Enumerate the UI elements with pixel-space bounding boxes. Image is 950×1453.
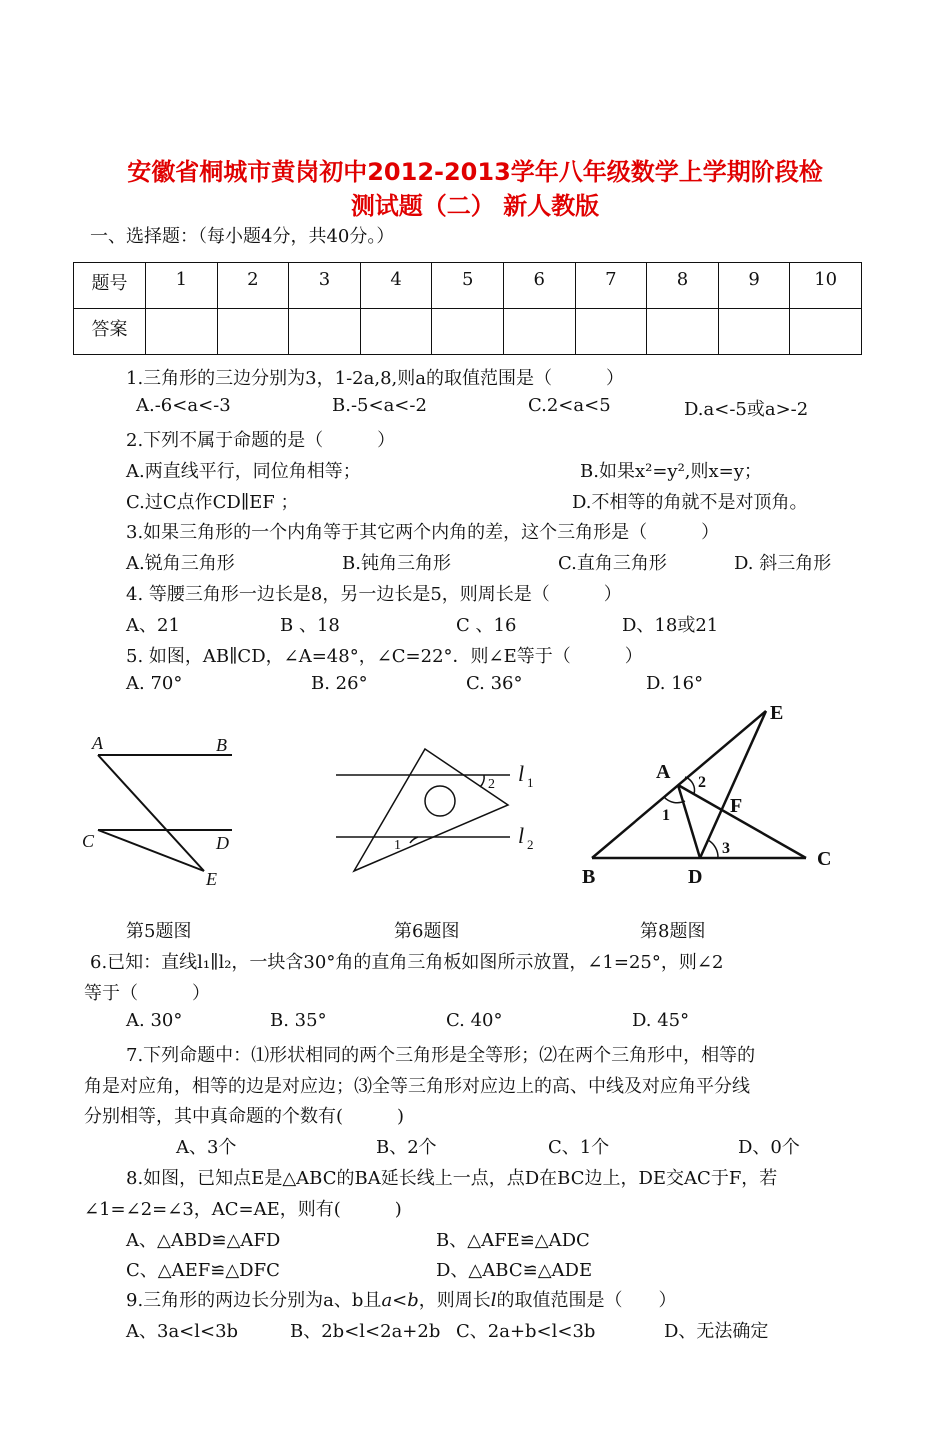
q3-stem: 3.如果三角形的一个内角等于其它两个内角的差，这个三角形是（ ） xyxy=(126,522,720,543)
q6-option-a: A. 30° xyxy=(126,1010,183,1031)
answer-cell[interactable] xyxy=(647,309,719,355)
answer-cell[interactable] xyxy=(790,309,862,355)
q2-option-a: A.两直线平行，同位角相等； xyxy=(126,461,361,482)
q9-stem xyxy=(126,1286,677,1312)
q2-stem: 2.下列不属于命题的是（ ） xyxy=(126,430,396,451)
fig8-label-a: A xyxy=(656,761,671,783)
fig6-angle-2: 2 xyxy=(488,777,495,792)
question-number: 2 xyxy=(217,263,289,309)
q7-option-d: D、0个 xyxy=(738,1137,800,1158)
q6-option-b: B. 35° xyxy=(270,1010,327,1031)
fig5-label-b: B xyxy=(216,735,227,755)
q9-stem-math: a<b xyxy=(381,1290,419,1311)
q1-option-a: A.-6<a<-3 xyxy=(136,395,231,416)
q5-stem: 5. 如图，AB∥CD，∠A=48°，∠C=22°．则∠E等于（ ） xyxy=(126,646,643,667)
answer-cell[interactable] xyxy=(718,309,790,355)
q1-stem: 1.三角形的三边分别为3，1-2a,8,则a的取值范围是（ ） xyxy=(126,368,624,389)
figure-8 xyxy=(570,695,845,895)
question-number: 5 xyxy=(432,263,504,309)
fig5-label-d: D xyxy=(216,833,229,853)
q2-option-b: B.如果x²=y²,则x=y； xyxy=(580,461,762,482)
fig8-label-b: B xyxy=(582,866,596,888)
line-ce xyxy=(98,830,204,871)
q4-option-d: D、18或21 xyxy=(622,615,719,636)
q5-option-c: C. 36° xyxy=(466,673,523,694)
table-row xyxy=(74,263,862,309)
q1-option-b: B.-5<a<-2 xyxy=(332,395,427,416)
fig8-label-d: D xyxy=(688,866,703,888)
q7-line2: 角是对应角，相等的边是对应边；⑶全等三角形对应边上的高、中线及对应角平分线 xyxy=(84,1076,750,1097)
caption-fig8: 第8题图 xyxy=(640,921,706,942)
q9-option-c: C、2a+b<l<3b xyxy=(456,1321,596,1342)
line-de xyxy=(700,711,766,858)
q4-option-a: A、21 xyxy=(126,615,180,636)
q8-option-a: A、△ABD≌△AFD xyxy=(126,1230,281,1251)
q3-option-b: B.钝角三角形 xyxy=(342,553,451,574)
q7-option-c: C、1个 xyxy=(548,1137,610,1158)
q9-stem-part: 9.三角形的两边长分别为a、b且 xyxy=(126,1290,382,1311)
fig8-label-f: F xyxy=(730,795,743,817)
fig8-angle-1: 1 xyxy=(662,807,670,824)
figure-5 xyxy=(70,725,250,895)
angle1-arc xyxy=(410,837,418,843)
q9-option-a: A、3a<l<3b xyxy=(126,1321,239,1342)
answer-cell[interactable] xyxy=(360,309,432,355)
row-header: 题号 xyxy=(74,263,146,309)
question-number: 1 xyxy=(146,263,218,309)
q1-option-d: D.a<-5或a>-2 xyxy=(684,399,809,420)
q3-option-d: D. 斜三角形 xyxy=(734,553,832,574)
angle2-arc xyxy=(480,775,484,787)
fig8-label-e: E xyxy=(770,702,784,724)
q7-line3: 分别相等，其中真命题的个数有( ) xyxy=(84,1106,405,1127)
angle3-arc xyxy=(708,840,718,858)
fig5-label-e: E xyxy=(206,869,217,889)
q5-option-b: B. 26° xyxy=(311,673,368,694)
q9-stem-math: l xyxy=(490,1290,497,1311)
fig8-label-c: C xyxy=(817,848,832,870)
q8-line1: 8.如图，已知点E是△ABC的BA延长线上一点，点D在BC边上，DE交AC于F，若 xyxy=(126,1168,778,1189)
answer-cell[interactable] xyxy=(217,309,289,355)
q5-option-d: D. 16° xyxy=(646,673,704,694)
fig8-angle-3: 3 xyxy=(722,840,730,857)
figure-6 xyxy=(330,745,550,875)
q7-line1: 7.下列命题中：⑴形状相同的两个三角形是全等形；⑵在两个三角形中，相等的 xyxy=(126,1045,756,1066)
fig5-label-a: A xyxy=(92,733,103,753)
q9-stem-part: 的取值范围是（ ） xyxy=(496,1290,677,1311)
question-number: 10 xyxy=(790,263,862,309)
page-title-line1: 安徽省桐城市黄岗初中2012-2013学年八年级数学上学期阶段检 xyxy=(127,158,823,186)
q6-stem-line1: 6.已知：直线l₁∥l₂，一块含30°角的直角三角板如图所示放置，∠1=25°，则∠2 xyxy=(90,952,724,973)
q9-option-b: B、2b<l<2a+2b xyxy=(290,1321,441,1342)
caption-fig6: 第6题图 xyxy=(394,921,460,942)
question-number: 9 xyxy=(718,263,790,309)
fig6-label-l: l xyxy=(518,823,525,848)
q7-option-b: B、2个 xyxy=(376,1137,437,1158)
q4-option-b: B 、18 xyxy=(280,615,340,636)
answer-cell[interactable] xyxy=(503,309,575,355)
answer-cell[interactable] xyxy=(146,309,218,355)
fig6-sub-2: 2 xyxy=(527,837,534,852)
q4-option-c: C 、16 xyxy=(456,615,517,636)
fig6-label-l: l xyxy=(518,761,525,786)
question-number: 3 xyxy=(289,263,361,309)
answer-cell[interactable] xyxy=(575,309,647,355)
answer-table xyxy=(73,262,862,355)
fig8-angle-2: 2 xyxy=(698,774,706,791)
q5-option-a: A. 70° xyxy=(126,673,183,694)
table-row xyxy=(74,309,862,355)
q6-option-c: C. 40° xyxy=(446,1010,503,1031)
q9-stem-part: ，则周长 xyxy=(418,1290,491,1311)
q4-stem: 4. 等腰三角形一边长是8，另一边长是5，则周长是（ ） xyxy=(126,584,622,605)
q3-option-a: A.锐角三角形 xyxy=(126,553,235,574)
fig5-label-c: C xyxy=(82,831,95,851)
question-number: 6 xyxy=(503,263,575,309)
section-heading: 一、选择题：（每小题4分，共40分。） xyxy=(90,226,395,247)
q1-option-c: C.2<a<5 xyxy=(528,395,611,416)
fig6-angle-1: 1 xyxy=(394,838,401,853)
q9-option-d: D、无法确定 xyxy=(664,1321,769,1342)
answer-cell[interactable] xyxy=(432,309,504,355)
caption-fig5: 第5题图 xyxy=(126,921,192,942)
page-title-line2: 测试题（二） 新人教版 xyxy=(350,192,600,220)
ruler-hole xyxy=(425,786,455,816)
line-ae xyxy=(98,755,204,871)
q6-option-d: D. 45° xyxy=(632,1010,690,1031)
question-number: 7 xyxy=(575,263,647,309)
answer-cell[interactable] xyxy=(289,309,361,355)
row-header: 答案 xyxy=(74,309,146,355)
fig6-sub-1: 1 xyxy=(527,775,534,790)
q8-option-b: B、△AFE≌△ADC xyxy=(436,1230,590,1251)
q2-option-c: C.过C点作CD∥EF ； xyxy=(126,492,299,513)
q7-option-a: A、3个 xyxy=(176,1137,237,1158)
q3-option-c: C.直角三角形 xyxy=(558,553,667,574)
q2-option-d: D.不相等的角就不是对顶角。 xyxy=(572,492,808,513)
q8-line2: ∠1=∠2=∠3，AC=AE，则有( ) xyxy=(84,1199,402,1220)
q8-option-c: C、△AEF≌△DFC xyxy=(126,1260,280,1281)
q8-option-d: D、△ABC≌△ADE xyxy=(436,1260,593,1281)
question-number: 4 xyxy=(360,263,432,309)
question-number: 8 xyxy=(647,263,719,309)
triangle-ruler xyxy=(354,749,508,871)
q6-stem-line2: 等于（ ） xyxy=(84,983,210,1004)
